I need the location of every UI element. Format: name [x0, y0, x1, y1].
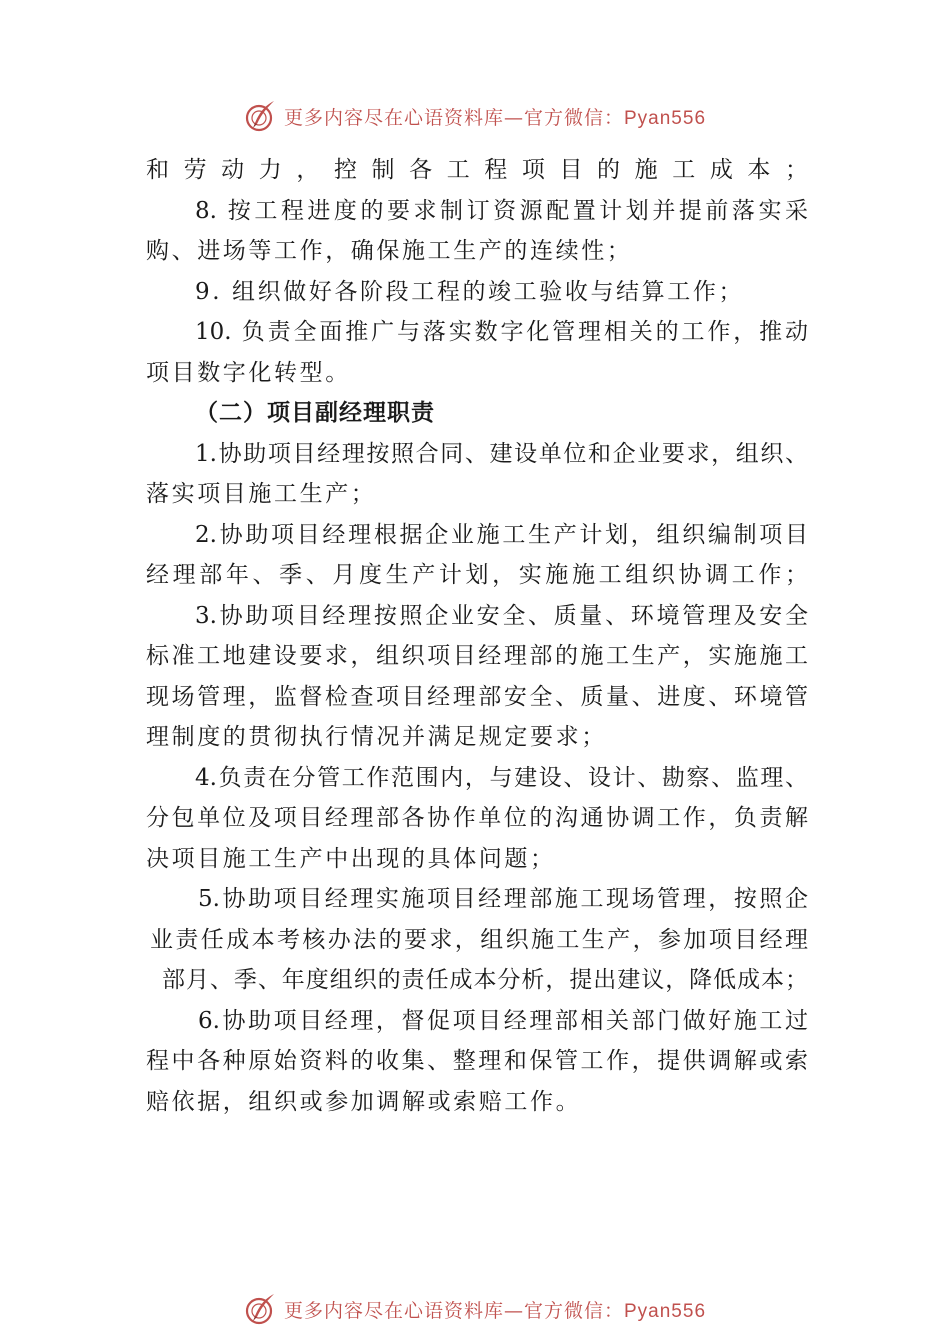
paragraph-line: 3.协助项目经理按照企业安全、质量、环境管理及安全	[195, 602, 808, 629]
paragraph-line: 赔依据，组织或参加调解或索赔工作。	[146, 1088, 582, 1115]
paragraph-line: 购、进场等工作，确保施工生产的连续性；	[146, 238, 633, 264]
paragraph-line: 落实项目施工生产；	[146, 481, 377, 507]
paragraph-line: 9. 组织做好各阶段工程的竣工验收与结算工作；	[195, 278, 745, 305]
watermark-banner-bottom	[0, 1289, 950, 1329]
paragraph-line: 10. 负责全面推广与落实数字化管理相关的工作，推动	[195, 319, 808, 345]
paragraph-line: 标准工地建设要求，组织项目经理部的施工生产，实施施工	[146, 643, 808, 669]
paragraph-line: 和劳动力，控制各工程项目的施工成本；	[146, 157, 808, 183]
watermark-label: 更多内容尽在心语资料库—官方微信：	[283, 1299, 624, 1322]
paragraph-line: 项目数字化转型。	[146, 359, 351, 386]
paragraph-line: 理制度的贯彻执行情况并满足规定要求；	[146, 724, 607, 750]
watermark-wechat-id: Pyan556	[624, 1300, 707, 1322]
paragraph-line: 2.协助项目经理根据企业施工生产计划，组织编制项目	[195, 521, 808, 548]
paragraph-line: 部月、季、年度组织的责任成本分析，提出建议，降低成本；	[162, 967, 808, 993]
watermark-text	[284, 1296, 706, 1323]
quill-pen-seal-icon	[244, 99, 278, 133]
paragraph-line: 业责任成本考核办法的要求，组织施工生产，参加项目经理	[150, 926, 808, 953]
quill-pen-seal-icon	[244, 1292, 278, 1326]
paragraph-line: 4.负责在分管工作范围内，与建设、设计、勘察、监理、	[195, 764, 808, 791]
paragraph-line: 决项目施工生产中出现的具体问题；	[146, 845, 556, 872]
paragraph-line: 6.协助项目经理，督促项目经理部相关部门做好施工过	[198, 1007, 808, 1034]
paragraph-line: 经理部年、季、月度生产计划，实施施工组织协调工作；	[146, 562, 808, 588]
paragraph-line: 5.协助项目经理实施项目经理部施工现场管理，按照企	[198, 886, 808, 912]
document-body	[146, 150, 808, 1122]
paragraph-line: 现场管理，监督检查项目经理部安全、质量、进度、环境管	[146, 683, 808, 710]
section-heading: （二）项目副经理职责	[195, 400, 435, 426]
paragraph-line: 程中各种原始资料的收集、整理和保管工作，提供调解或索	[146, 1048, 808, 1074]
watermark-label: 更多内容尽在心语资料库—官方微信：	[283, 106, 624, 129]
paragraph-line: 分包单位及项目经理部各协作单位的沟通协调工作，负责解	[146, 805, 808, 831]
watermark-wechat-id: Pyan556	[624, 107, 707, 129]
watermark-text	[284, 103, 706, 130]
watermark-banner-top	[0, 96, 950, 136]
paragraph-line: 1.协助项目经理按照合同、建设单位和企业要求，组织、	[195, 440, 808, 467]
paragraph-line: 8. 按工程进度的要求制订资源配置计划并提前落实采	[195, 197, 808, 224]
